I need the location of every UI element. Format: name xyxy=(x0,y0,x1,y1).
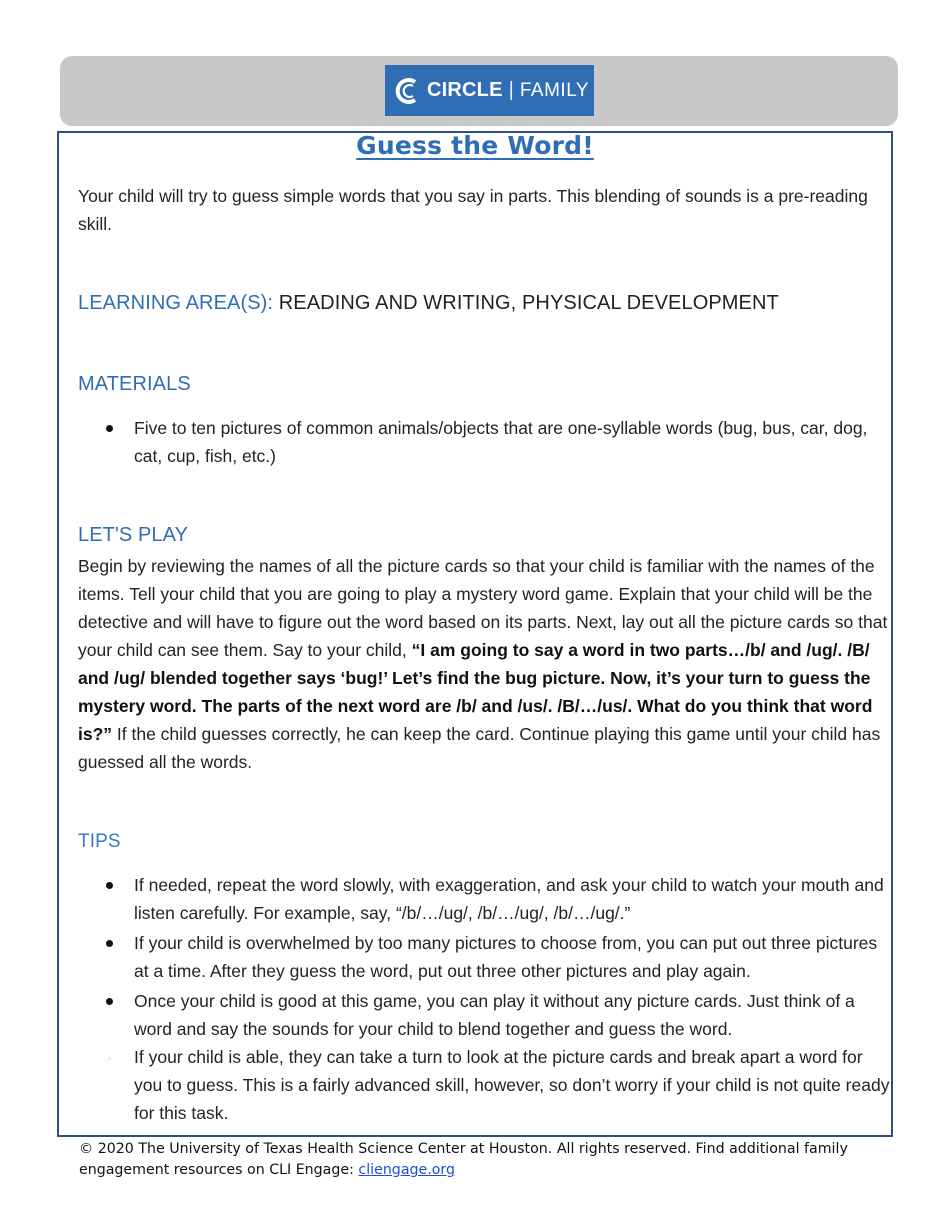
lets-play-text-2: If the child guesses correctly, he can keep the card. Continue playing this game until your child has guessed all the words. xyxy=(78,724,881,772)
tip-text: If needed, repeat the word slowly, with exaggeration, and ask your child to watch your mouth and listen carefully. For example, say, “/b/…/ug/, /b/…/ug/, /b/…/ug/.” xyxy=(134,875,884,923)
lets-play-quote: “I am going to say a word in two parts…/b/ and /ug/. /B/ and /ug/ blended together says ‘bug!’ Let’s find the bug picture. Now, it’s your turn to guess the mystery word. The parts of the next word are /b/ and /us/. /B/…/us/. What do you think that word is?” xyxy=(78,640,873,744)
learning-area-value: READING AND WRITING, PHYSICAL DEVELOPMENT xyxy=(273,292,779,314)
logo-separator: | xyxy=(508,79,514,101)
bullet-icon xyxy=(106,882,113,889)
materials-list xyxy=(100,414,895,470)
learning-area-label: LEARNING AREA(S): xyxy=(78,292,274,314)
bullet-icon xyxy=(108,1057,111,1060)
list-item xyxy=(100,1043,895,1127)
list-item xyxy=(100,871,895,927)
materials-item-text: Five to ten pictures of common animals/objects that are one-syllable words (bug, bus, car, dog, cat, cup, fish, etc.) xyxy=(134,418,868,466)
bullet-icon xyxy=(106,425,113,432)
materials-heading: MATERIALS xyxy=(78,373,191,395)
circle-c-logo-icon xyxy=(393,76,423,106)
tips-heading: TIPS xyxy=(78,831,121,852)
intro-paragraph: Your child will try to guess simple words that you say in parts. This blending of sounds is a pre-reading skill. xyxy=(78,186,868,234)
lets-play-text-1: Begin by reviewing the names of all the picture cards so that your child is familiar with the names of the items. Tell your child that you are going to play a mystery word game. Explain that your child will be the detective and will have to figure out the word based on its parts. Next, lay out all the picture cards so that your child can see them. Say to your child, xyxy=(78,556,888,660)
tip-text: If your child is overwhelmed by too many pictures to choose from, you can put out three pictures at a time. After they guess the word, put out three other pictures and play again. xyxy=(134,933,878,981)
list-item xyxy=(100,929,895,985)
footer-text: © 2020 The University of Texas Health Science Center at Houston. All rights reserved. Find additional family engagement resources on CLI Engage: xyxy=(79,1141,848,1178)
logo-family: FAMILY xyxy=(519,79,590,101)
tip-text: If your child is able, they can take a turn to look at the picture cards and break apart a word for you to guess. This is a fairly advanced skill, however, so don’t worry if your child is not quite ready for this task. xyxy=(134,1047,890,1123)
tip-text: Once your child is good at this game, you can play it without any picture cards. Just think of a word and say the sounds for your child to blend together and guess the word. xyxy=(134,991,855,1039)
logo-word: CIRCLE xyxy=(427,79,503,101)
page-title: Guess the Word! xyxy=(356,131,594,160)
circle-family-logo xyxy=(385,65,594,116)
footer xyxy=(79,1139,879,1181)
tips-list xyxy=(100,871,895,1127)
list-item xyxy=(100,414,895,470)
bullet-icon xyxy=(106,940,113,947)
cliengage-link[interactable]: cliengage.org xyxy=(358,1162,456,1178)
list-item xyxy=(100,987,895,1043)
lets-play-paragraph xyxy=(78,552,893,776)
bullet-icon xyxy=(106,998,113,1005)
learning-area-heading xyxy=(78,292,779,315)
lets-play-heading: LET'S PLAY xyxy=(78,524,189,546)
